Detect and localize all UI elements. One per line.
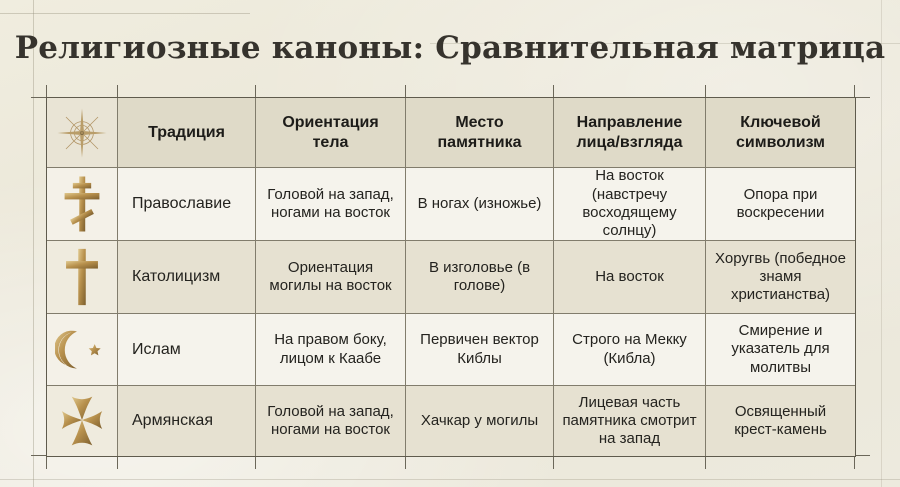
key-symbolism-cell: Смирение и указатель для молитвы (706, 314, 855, 386)
grid-tick (31, 97, 46, 98)
grid-tick (117, 456, 118, 469)
monument-place-cell: В ногах (изножье) (406, 168, 554, 241)
face-direction-cell: Строго на Мекку (Кибла) (554, 314, 706, 386)
row-icon-cell (47, 314, 118, 386)
key-symbolism-cell: Опора при воскресении (706, 168, 855, 241)
paper-line (881, 0, 882, 487)
grid-tick (31, 455, 46, 456)
latin-cross-icon (62, 247, 102, 307)
face-direction-cell: На восток (554, 241, 706, 314)
grid-tick (705, 456, 706, 469)
tradition-name: Армянская (118, 386, 256, 456)
body-orientation-cell: На правом боку, лицом к Каабе (256, 314, 406, 386)
page-title: Религиозные каноны: Сравнительная матрица (14, 30, 886, 66)
table-corner-cell (47, 98, 118, 168)
grid-tick (46, 456, 47, 469)
grid-tick (405, 456, 406, 469)
key-symbolism-cell: Хоругвь (победное знамя христианства) (706, 241, 855, 314)
paper-line (0, 13, 250, 14)
column-header-key-symbolism: Ключевой символизм (706, 98, 855, 168)
row-icon-cell (47, 168, 118, 241)
grid-tick (855, 97, 870, 98)
column-header-face-direction: Направление лица/взгляда (554, 98, 706, 168)
comparison-table (46, 97, 856, 457)
body-orientation-cell: Головой на запад, ногами на восток (256, 386, 406, 456)
face-direction-cell: Лицевая часть памятника смотрит на запад (554, 386, 706, 456)
body-orientation-cell: Головой на запад, ногами на восток (256, 168, 406, 241)
column-header-tradition: Традиция (118, 98, 256, 168)
row-icon-cell (47, 241, 118, 314)
grid-tick (553, 456, 554, 469)
grid-tick (854, 456, 855, 469)
key-symbolism-cell: Освященный крест-камень (706, 386, 855, 456)
monument-place-cell: В изголовье (в голове) (406, 241, 554, 314)
monument-place-cell: Хачкар у могилы (406, 386, 554, 456)
face-direction-cell: На восток (навстречу восходящему солнцу) (554, 168, 706, 241)
monument-place-cell: Первичен вектор Киблы (406, 314, 554, 386)
crescent-star-icon (55, 322, 109, 378)
orthodox-cross-icon (60, 174, 104, 234)
compass-rose-icon (55, 104, 109, 162)
tradition-name: Православие (118, 168, 256, 241)
row-icon-cell (47, 386, 118, 456)
armenian-cross-icon (59, 391, 105, 451)
tradition-name: Католицизм (118, 241, 256, 314)
paper-line (33, 0, 34, 487)
grid-tick (855, 455, 870, 456)
paper-line (0, 479, 900, 480)
column-header-body-orientation: Ориентация тела (256, 98, 406, 168)
column-header-monument-place: Место памятника (406, 98, 554, 168)
grid-tick (255, 456, 256, 469)
tradition-name: Ислам (118, 314, 256, 386)
body-orientation-cell: Ориентация могилы на восток (256, 241, 406, 314)
